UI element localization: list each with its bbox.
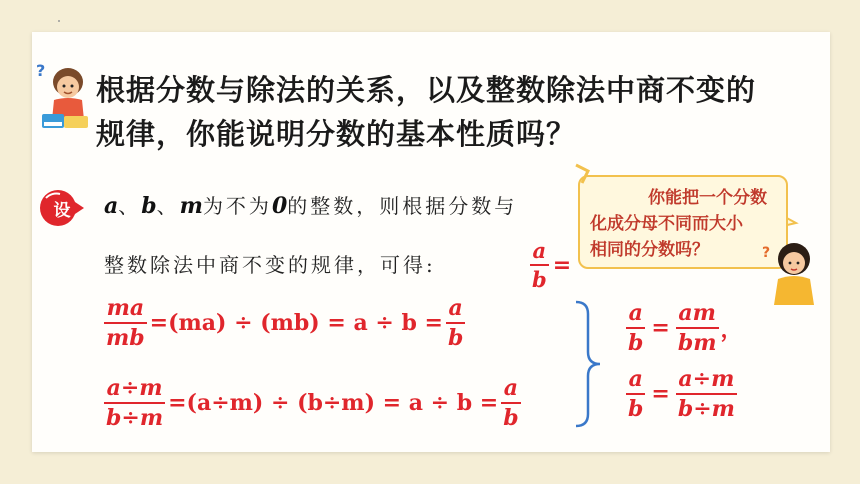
fraction-bar [104, 322, 147, 324]
denominator: bm [677, 330, 717, 356]
equals-sign: = [651, 381, 670, 407]
fraction-a-over-b [626, 300, 645, 356]
denominator: b [628, 396, 644, 422]
badge-label: 设 [53, 200, 71, 221]
svg-text:?: ? [36, 61, 46, 80]
equation-multiply [104, 295, 465, 351]
denominator: mb [106, 325, 145, 351]
bubble-clip-icon [572, 163, 592, 185]
fraction-bar [626, 327, 645, 329]
bubble-line-3: 相同的分数吗？ [590, 240, 709, 260]
thinking-girl-icon [760, 235, 820, 307]
equation-divide [104, 375, 521, 431]
fraction-bar [530, 264, 549, 266]
fraction-a-over-b [501, 375, 520, 431]
fraction-bar [676, 393, 737, 395]
premise-text: 为不为 [202, 194, 272, 218]
premise-fraction [530, 238, 571, 292]
question-line-1: 根据分数与除法的关系，以及整数除法中商不变的 [96, 73, 757, 107]
equation-body: =(a÷m) ÷ (b÷m) = a ÷ b = [168, 390, 499, 416]
numerator: a÷m [106, 375, 163, 401]
fraction-bar [446, 322, 465, 324]
fraction-bar [104, 402, 165, 404]
fraction-adivm-over-bdivm [676, 366, 737, 422]
sep: 、 [118, 194, 142, 218]
fraction-ma-over-mb [104, 295, 147, 351]
denominator: b÷m [106, 405, 164, 431]
numerator: a [628, 300, 643, 326]
result-multiply [626, 300, 743, 356]
denominator: b÷m [677, 396, 735, 422]
question-line-2: 规律，你能说明分数的基本性质吗？ [96, 117, 577, 151]
numerator: a [628, 366, 643, 392]
bubble-line-1: 你能把一个分数 [648, 188, 767, 208]
zero: 0 [271, 193, 288, 219]
speech-bubble [578, 175, 788, 269]
denominator: b [532, 267, 547, 292]
fraction-adivm-over-bdivm [104, 375, 165, 431]
question-text [96, 68, 836, 156]
numerator: ma [106, 295, 145, 321]
fraction-a-over-b [626, 366, 645, 422]
premise-text: 的整数，则根据分数与 [287, 194, 518, 218]
numerator: a [503, 375, 519, 401]
decor-dot [58, 20, 60, 22]
bubble-line-2: 化成分母不同而大小 [590, 214, 743, 234]
denominator: b [628, 330, 644, 356]
var-b: b [141, 193, 157, 219]
thinking-boy-icon [34, 58, 94, 132]
var-a: a [104, 193, 119, 219]
right-brace-icon [572, 300, 602, 428]
premise-line-1 [104, 190, 584, 219]
result-divide [626, 366, 737, 422]
fraction-bar [501, 402, 520, 404]
sep: 、 [156, 194, 180, 218]
numerator: a [532, 238, 547, 263]
numerator: a [448, 295, 463, 321]
denominator: b [503, 405, 519, 431]
denominator: b [447, 325, 464, 351]
fraction-a-over-b [446, 295, 465, 351]
numerator: am [678, 300, 716, 326]
premise-line-2 [104, 249, 524, 278]
svg-text:?: ? [762, 245, 771, 261]
fraction-a-over-b [530, 238, 549, 292]
comma: ， [720, 316, 743, 343]
equals-sign: = [651, 315, 670, 341]
let-badge [38, 188, 86, 228]
fraction-bar [676, 327, 719, 329]
numerator: a÷m [678, 366, 735, 392]
fraction-am-over-bm [676, 300, 719, 356]
premise-text: 整数除法中商不变的规律，可得: [104, 253, 436, 277]
fraction-bar [626, 393, 645, 395]
equals-sign: = [552, 252, 572, 278]
var-m: m [179, 193, 203, 219]
equation-body: =(ma) ÷ (mb) = a ÷ b = [149, 310, 443, 336]
